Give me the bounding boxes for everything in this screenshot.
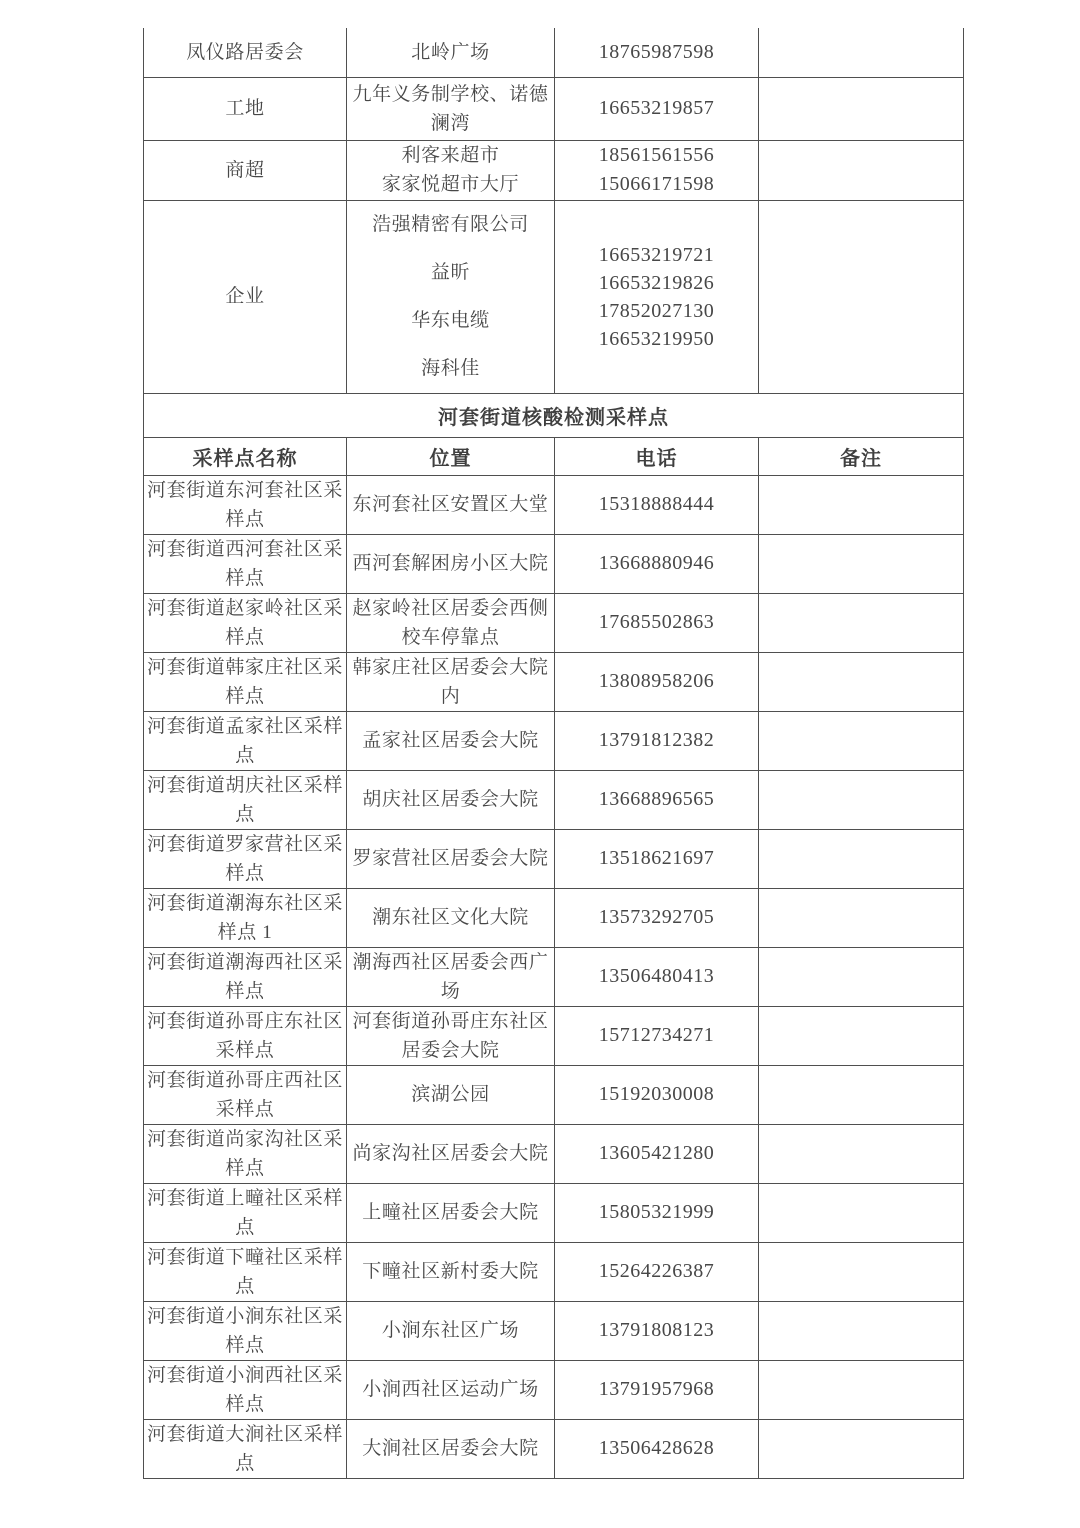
location-cell: 尚家沟社区居委会大院 <box>347 1124 555 1183</box>
location-line: 华东电缆 <box>411 309 490 331</box>
column-header-note: 备注 <box>759 437 964 475</box>
note-cell <box>759 200 964 393</box>
note-cell <box>759 140 964 200</box>
table-row <box>144 1183 964 1242</box>
phone-cell: 17685502863 <box>555 593 759 652</box>
location-line: 家家悦超市大厅 <box>381 174 520 195</box>
phone-cell: 16653219857 <box>555 77 759 140</box>
phone-cell: 13605421280 <box>555 1124 759 1183</box>
site-name-cell: 河套街道大涧社区采样点 <box>144 1419 347 1478</box>
table-row <box>144 593 964 652</box>
phone-cell: 13573292705 <box>555 888 759 947</box>
note-cell <box>759 1065 964 1124</box>
site-name-cell: 河套街道孙哥庄东社区采样点 <box>144 1006 347 1065</box>
note-cell <box>759 77 964 140</box>
column-header-location: 位置 <box>347 437 555 475</box>
location-cell: 潮东社区文化大院 <box>347 888 555 947</box>
site-name-cell: 河套街道上疃社区采样点 <box>144 1183 347 1242</box>
location-cell: 小涧东社区广场 <box>347 1301 555 1360</box>
phone-line: 16653219826 <box>598 271 715 294</box>
site-name-cell: 凤仪路居委会 <box>144 28 347 77</box>
table-row <box>144 770 964 829</box>
table-row <box>144 475 964 534</box>
phone-cell: 13668896565 <box>555 770 759 829</box>
location-cell: 孟家社区居委会大院 <box>347 711 555 770</box>
location-cell: 河套街道孙哥庄东社区居委会大院 <box>347 1006 555 1065</box>
site-name-cell: 河套街道小涧西社区采样点 <box>144 1360 347 1419</box>
note-cell <box>759 652 964 711</box>
table-row <box>144 888 964 947</box>
location-line: 浩强精密有限公司 <box>372 213 529 235</box>
location-cell: 韩家庄社区居委会大院内 <box>347 652 555 711</box>
note-cell <box>759 534 964 593</box>
note-cell <box>759 1301 964 1360</box>
table-row <box>144 200 964 393</box>
table-row <box>144 534 964 593</box>
phone-cell: 13668880946 <box>555 534 759 593</box>
note-cell <box>759 28 964 77</box>
location-line: 海科佳 <box>421 357 480 379</box>
location-cell: 小涧西社区运动广场 <box>347 1360 555 1419</box>
site-name-cell: 河套街道罗家营社区采样点 <box>144 829 347 888</box>
note-cell <box>759 1183 964 1242</box>
column-header-phone: 电话 <box>555 437 759 475</box>
location-cell: 胡庆社区居委会大院 <box>347 770 555 829</box>
phone-cell <box>555 200 759 393</box>
site-name-cell: 河套街道东河套社区采样点 <box>144 475 347 534</box>
site-name-cell: 河套街道孙哥庄西社区采样点 <box>144 1065 347 1124</box>
site-name-cell: 企业 <box>144 200 347 393</box>
phone-line: 15066171598 <box>598 173 715 195</box>
location-cell: 东河套社区安置区大堂 <box>347 475 555 534</box>
site-name-cell: 工地 <box>144 77 347 140</box>
table-row <box>144 829 964 888</box>
location-cell: 北岭广场 <box>347 28 555 77</box>
table-row <box>144 1065 964 1124</box>
table-row <box>144 77 964 140</box>
phone-cell: 13808958206 <box>555 652 759 711</box>
note-cell <box>759 1124 964 1183</box>
location-cell <box>347 140 555 200</box>
location-line: 利客来超市 <box>401 145 500 166</box>
sampling-points-table <box>143 28 964 1479</box>
section-title-row <box>144 393 964 437</box>
location-cell: 大涧社区居委会大院 <box>347 1419 555 1478</box>
site-name-cell: 河套街道潮海西社区采样点 <box>144 947 347 1006</box>
phone-cell: 13791812382 <box>555 711 759 770</box>
site-name-cell: 河套街道尚家沟社区采样点 <box>144 1124 347 1183</box>
phone-cell: 15192030008 <box>555 1065 759 1124</box>
phone-line: 18561561556 <box>598 144 715 166</box>
note-cell <box>759 475 964 534</box>
phone-line: 16653219721 <box>598 243 715 266</box>
note-cell <box>759 711 964 770</box>
section-title: 河套街道核酸检测采样点 <box>144 393 964 437</box>
table-row <box>144 947 964 1006</box>
phone-cell: 13506480413 <box>555 947 759 1006</box>
site-name-cell: 河套街道赵家岭社区采样点 <box>144 593 347 652</box>
table-row <box>144 140 964 200</box>
phone-cell: 13791957968 <box>555 1360 759 1419</box>
site-name-cell: 河套街道下疃社区采样点 <box>144 1242 347 1301</box>
location-cell: 赵家岭社区居委会西侧校车停靠点 <box>347 593 555 652</box>
phone-cell: 13506428628 <box>555 1419 759 1478</box>
note-cell <box>759 888 964 947</box>
site-name-cell: 河套街道孟家社区采样点 <box>144 711 347 770</box>
phone-cell: 13791808123 <box>555 1301 759 1360</box>
phone-cell: 15264226387 <box>555 1242 759 1301</box>
location-cell: 罗家营社区居委会大院 <box>347 829 555 888</box>
column-header-row <box>144 437 964 475</box>
phone-cell: 15712734271 <box>555 1006 759 1065</box>
location-cell: 西河套解困房小区大院 <box>347 534 555 593</box>
table-row <box>144 1242 964 1301</box>
site-name-cell: 河套街道潮海东社区采样点 1 <box>144 888 347 947</box>
phone-cell: 13518621697 <box>555 829 759 888</box>
location-cell: 潮海西社区居委会西广场 <box>347 947 555 1006</box>
note-cell <box>759 593 964 652</box>
location-cell: 上疃社区居委会大院 <box>347 1183 555 1242</box>
table-row <box>144 1301 964 1360</box>
note-cell <box>759 1419 964 1478</box>
location-cell: 九年义务制学校、诺德澜湾 <box>347 77 555 140</box>
site-name-cell: 河套街道韩家庄社区采样点 <box>144 652 347 711</box>
note-cell <box>759 947 964 1006</box>
location-cell <box>347 200 555 393</box>
phone-line: 16653219950 <box>598 327 715 350</box>
table-row <box>144 652 964 711</box>
location-line: 益昕 <box>430 261 471 283</box>
note-cell <box>759 1242 964 1301</box>
phone-line: 17852027130 <box>598 299 715 322</box>
location-cell: 滨湖公园 <box>347 1065 555 1124</box>
table-row <box>144 28 964 77</box>
note-cell <box>759 770 964 829</box>
table-row <box>144 1124 964 1183</box>
note-cell <box>759 829 964 888</box>
site-name-cell: 商超 <box>144 140 347 200</box>
phone-cell: 15805321999 <box>555 1183 759 1242</box>
site-name-cell: 河套街道西河套社区采样点 <box>144 534 347 593</box>
column-header-name: 采样点名称 <box>144 437 347 475</box>
table-row <box>144 1006 964 1065</box>
site-name-cell: 河套街道小涧东社区采样点 <box>144 1301 347 1360</box>
table-row <box>144 711 964 770</box>
table-row <box>144 1360 964 1419</box>
site-name-cell: 河套街道胡庆社区采样点 <box>144 770 347 829</box>
note-cell <box>759 1360 964 1419</box>
note-cell <box>759 1006 964 1065</box>
location-cell: 下疃社区新村委大院 <box>347 1242 555 1301</box>
phone-cell: 15318888444 <box>555 475 759 534</box>
phone-cell <box>555 140 759 200</box>
phone-cell: 18765987598 <box>555 28 759 77</box>
table-row <box>144 1419 964 1478</box>
